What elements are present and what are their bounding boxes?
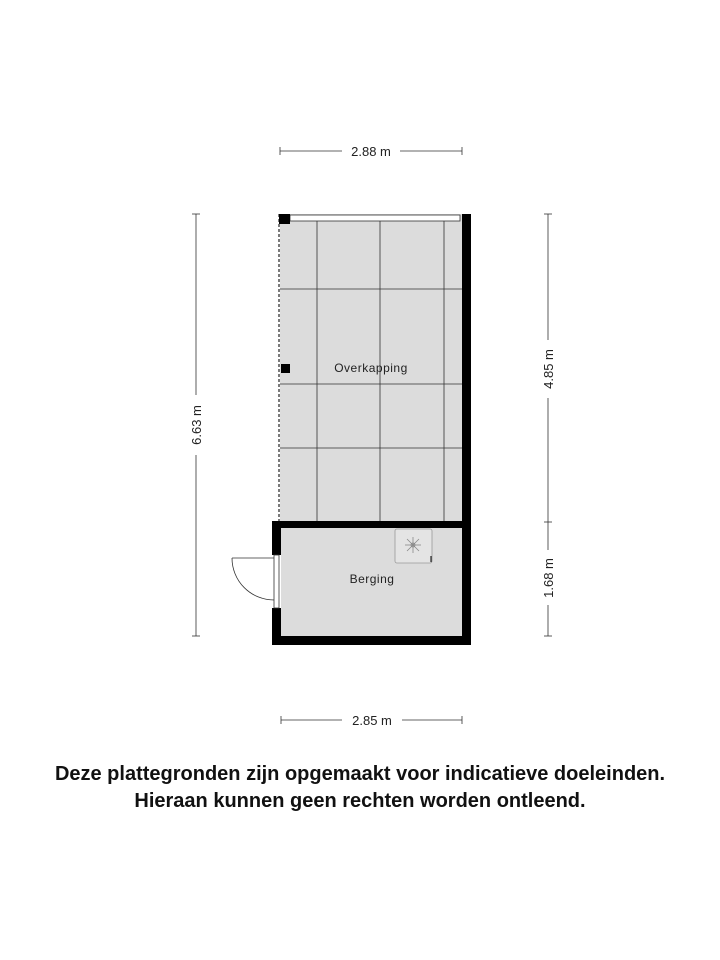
- disclaimer-line-1: Deze plattegronden zijn opgemaakt voor indicatieve doeleinden.: [54, 763, 666, 785]
- dimension-bottom-width: 2.85 m: [352, 713, 392, 728]
- dimension-overkapping-height: 4.85 m: [541, 349, 556, 389]
- washing-machine-icon: [395, 529, 432, 563]
- door: [232, 555, 279, 608]
- dimension-top-width: 2.88 m: [351, 144, 391, 159]
- room-label-overkapping: Overkapping: [334, 361, 408, 375]
- dimension-total-height: 6.63 m: [189, 405, 204, 445]
- roof-beam: [290, 215, 460, 221]
- disclaimer-line-2: Hieraan kunnen geen rechten worden ontleend.: [134, 790, 586, 812]
- post: [279, 214, 290, 224]
- dimension-berging-height: 1.68 m: [541, 558, 556, 598]
- room-label-berging: Berging: [349, 572, 395, 586]
- post: [281, 364, 290, 373]
